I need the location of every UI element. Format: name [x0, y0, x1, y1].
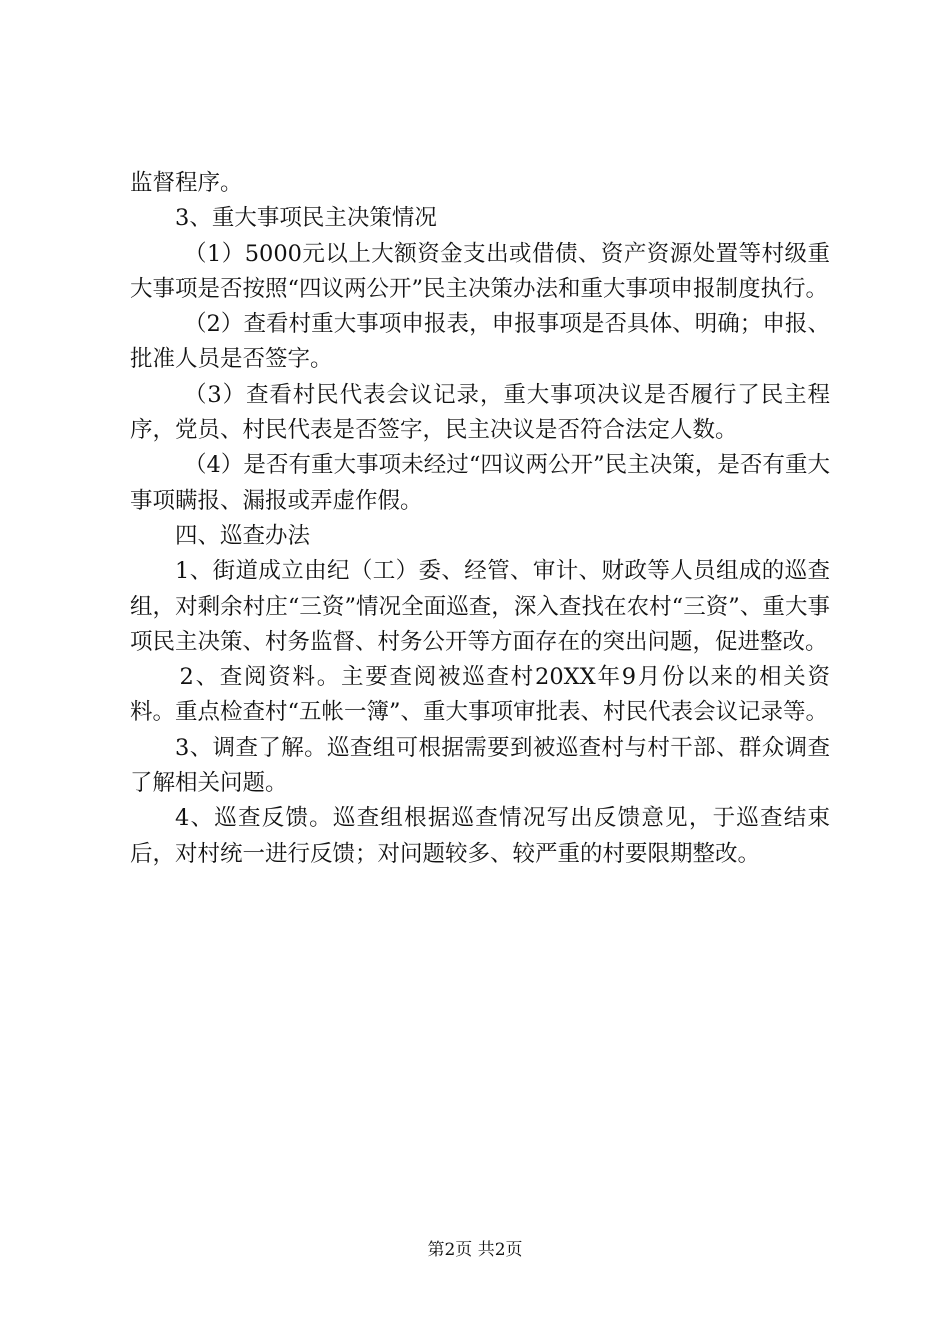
- paragraph-item-2: （2）查看村重大事项申报表，申报事项是否具体、明确；申报、批准人员是否签字。: [130, 311, 830, 373]
- paragraph-item-1: （1）5000元以上大额资金支出或借债、资产资源处置等村级重大事项是否按照“四议两公开”民主决策办法和重大事项申报制度执行。: [130, 240, 830, 302]
- paragraph-supervision-procedure: 监督程序。: [130, 170, 243, 196]
- paragraph-item-3: （3）查看村民代表会议记录，重大事项决议是否履行了民主程序，党员、村民代表是否签字，民主决议是否符合法定人数。: [130, 381, 830, 444]
- page-number-footer: 第2页 共2页: [427, 1240, 523, 1260]
- paragraph-method-3: 3、调查了解。巡查组可根据需要到被巡查村与村干部、群众调查了解相关问题。: [130, 734, 830, 797]
- paragraph-method-1: 1、街道成立由纪（工）委、经管、审计、财政等人员组成的巡查组，对剩余村庄“三资”情况全面巡查，深入查找在农村“三资”、重大事项民主决策、村务监督、村务公开等方面存在的突出问题，促进整改。: [130, 558, 830, 655]
- paragraph-method-4: 4、巡查反馈。巡查组根据巡查情况写出反馈意见，于巡查结束后，对村统一进行反馈；对问题较多、较严重的村要限期整改。: [130, 805, 830, 867]
- document-body: [130, 166, 830, 872]
- paragraph-method-2: 2、查阅资料。主要查阅被巡查村20XX年9月份以来的相关资料。重点检查村“五帐一簿”、重大事项审批表、村民代表会议记录等。: [130, 664, 830, 726]
- paragraph-item-4: （4）是否有重大事项未经过“四议两公开”民主决策，是否有重大事项瞒报、漏报或弄虚作假。: [130, 452, 830, 514]
- heading-major-matters-decision: 3、重大事项民主决策情况: [175, 205, 437, 232]
- heading-inspection-methods: 四、巡查办法: [175, 522, 311, 549]
